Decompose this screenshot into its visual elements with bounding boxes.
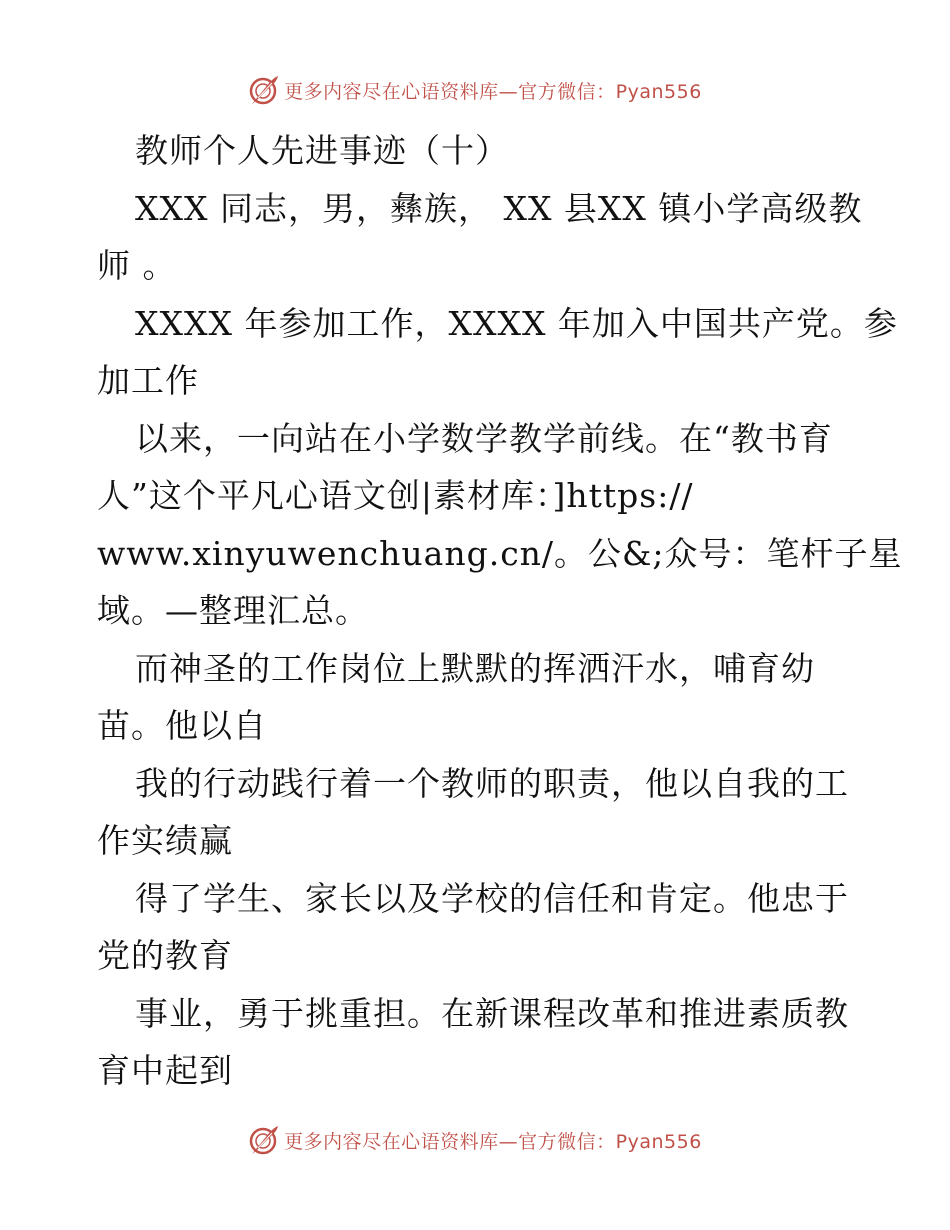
text-line: 而神圣的工作岗位上默默的挥洒汗水，哺育幼 <box>135 648 815 688</box>
text-line: XXX 同志，男，彝族， XX 县XX 镇小学高级教 <box>135 188 863 228</box>
text-line: 教师个人先进事迹（十） <box>135 131 509 170</box>
feather-quill-circle-icon <box>248 1124 280 1156</box>
text-line: 事业，勇于挑重担。在新课程改革和推进素质教 <box>135 993 849 1033</box>
text-line: 加工作 <box>97 361 199 400</box>
footer-watermark <box>0 1120 950 1160</box>
text-line: 党的教育 <box>97 936 233 975</box>
text-line: 师 。 <box>97 246 177 285</box>
text-line: www.xinyuwenchuang.cn/。公&;众号：笔杆子星 <box>97 533 903 573</box>
document-body <box>97 122 903 1100</box>
text-line: XXXX 年参加工作，XXXX 年加入中国共产党。参 <box>135 303 898 343</box>
text-line: 以来，一向站在小学数学教学前线。在“教书育 <box>135 418 833 458</box>
text-line: 作实绩赢 <box>97 821 233 860</box>
feather-quill-circle-icon <box>248 74 280 106</box>
text-line: 得了学生、家长以及学校的信任和肯定。他忠于 <box>135 878 849 918</box>
text-line: 域。—整理汇总。 <box>97 591 369 630</box>
watermark-text: 更多内容尽在心语资料库—官方微信：Pyan556 <box>284 80 702 103</box>
text-line: 我的行动践行着一个教师的职责，他以自我的工 <box>135 763 849 803</box>
header-watermark <box>0 70 950 110</box>
text-line: 育中起到 <box>97 1051 233 1090</box>
text-line: 苗。他以自 <box>97 706 267 745</box>
text-line: 人”这个平凡心语文创|素材库：]https:// <box>97 476 694 515</box>
watermark-text: 更多内容尽在心语资料库—官方微信：Pyan556 <box>284 1130 702 1153</box>
